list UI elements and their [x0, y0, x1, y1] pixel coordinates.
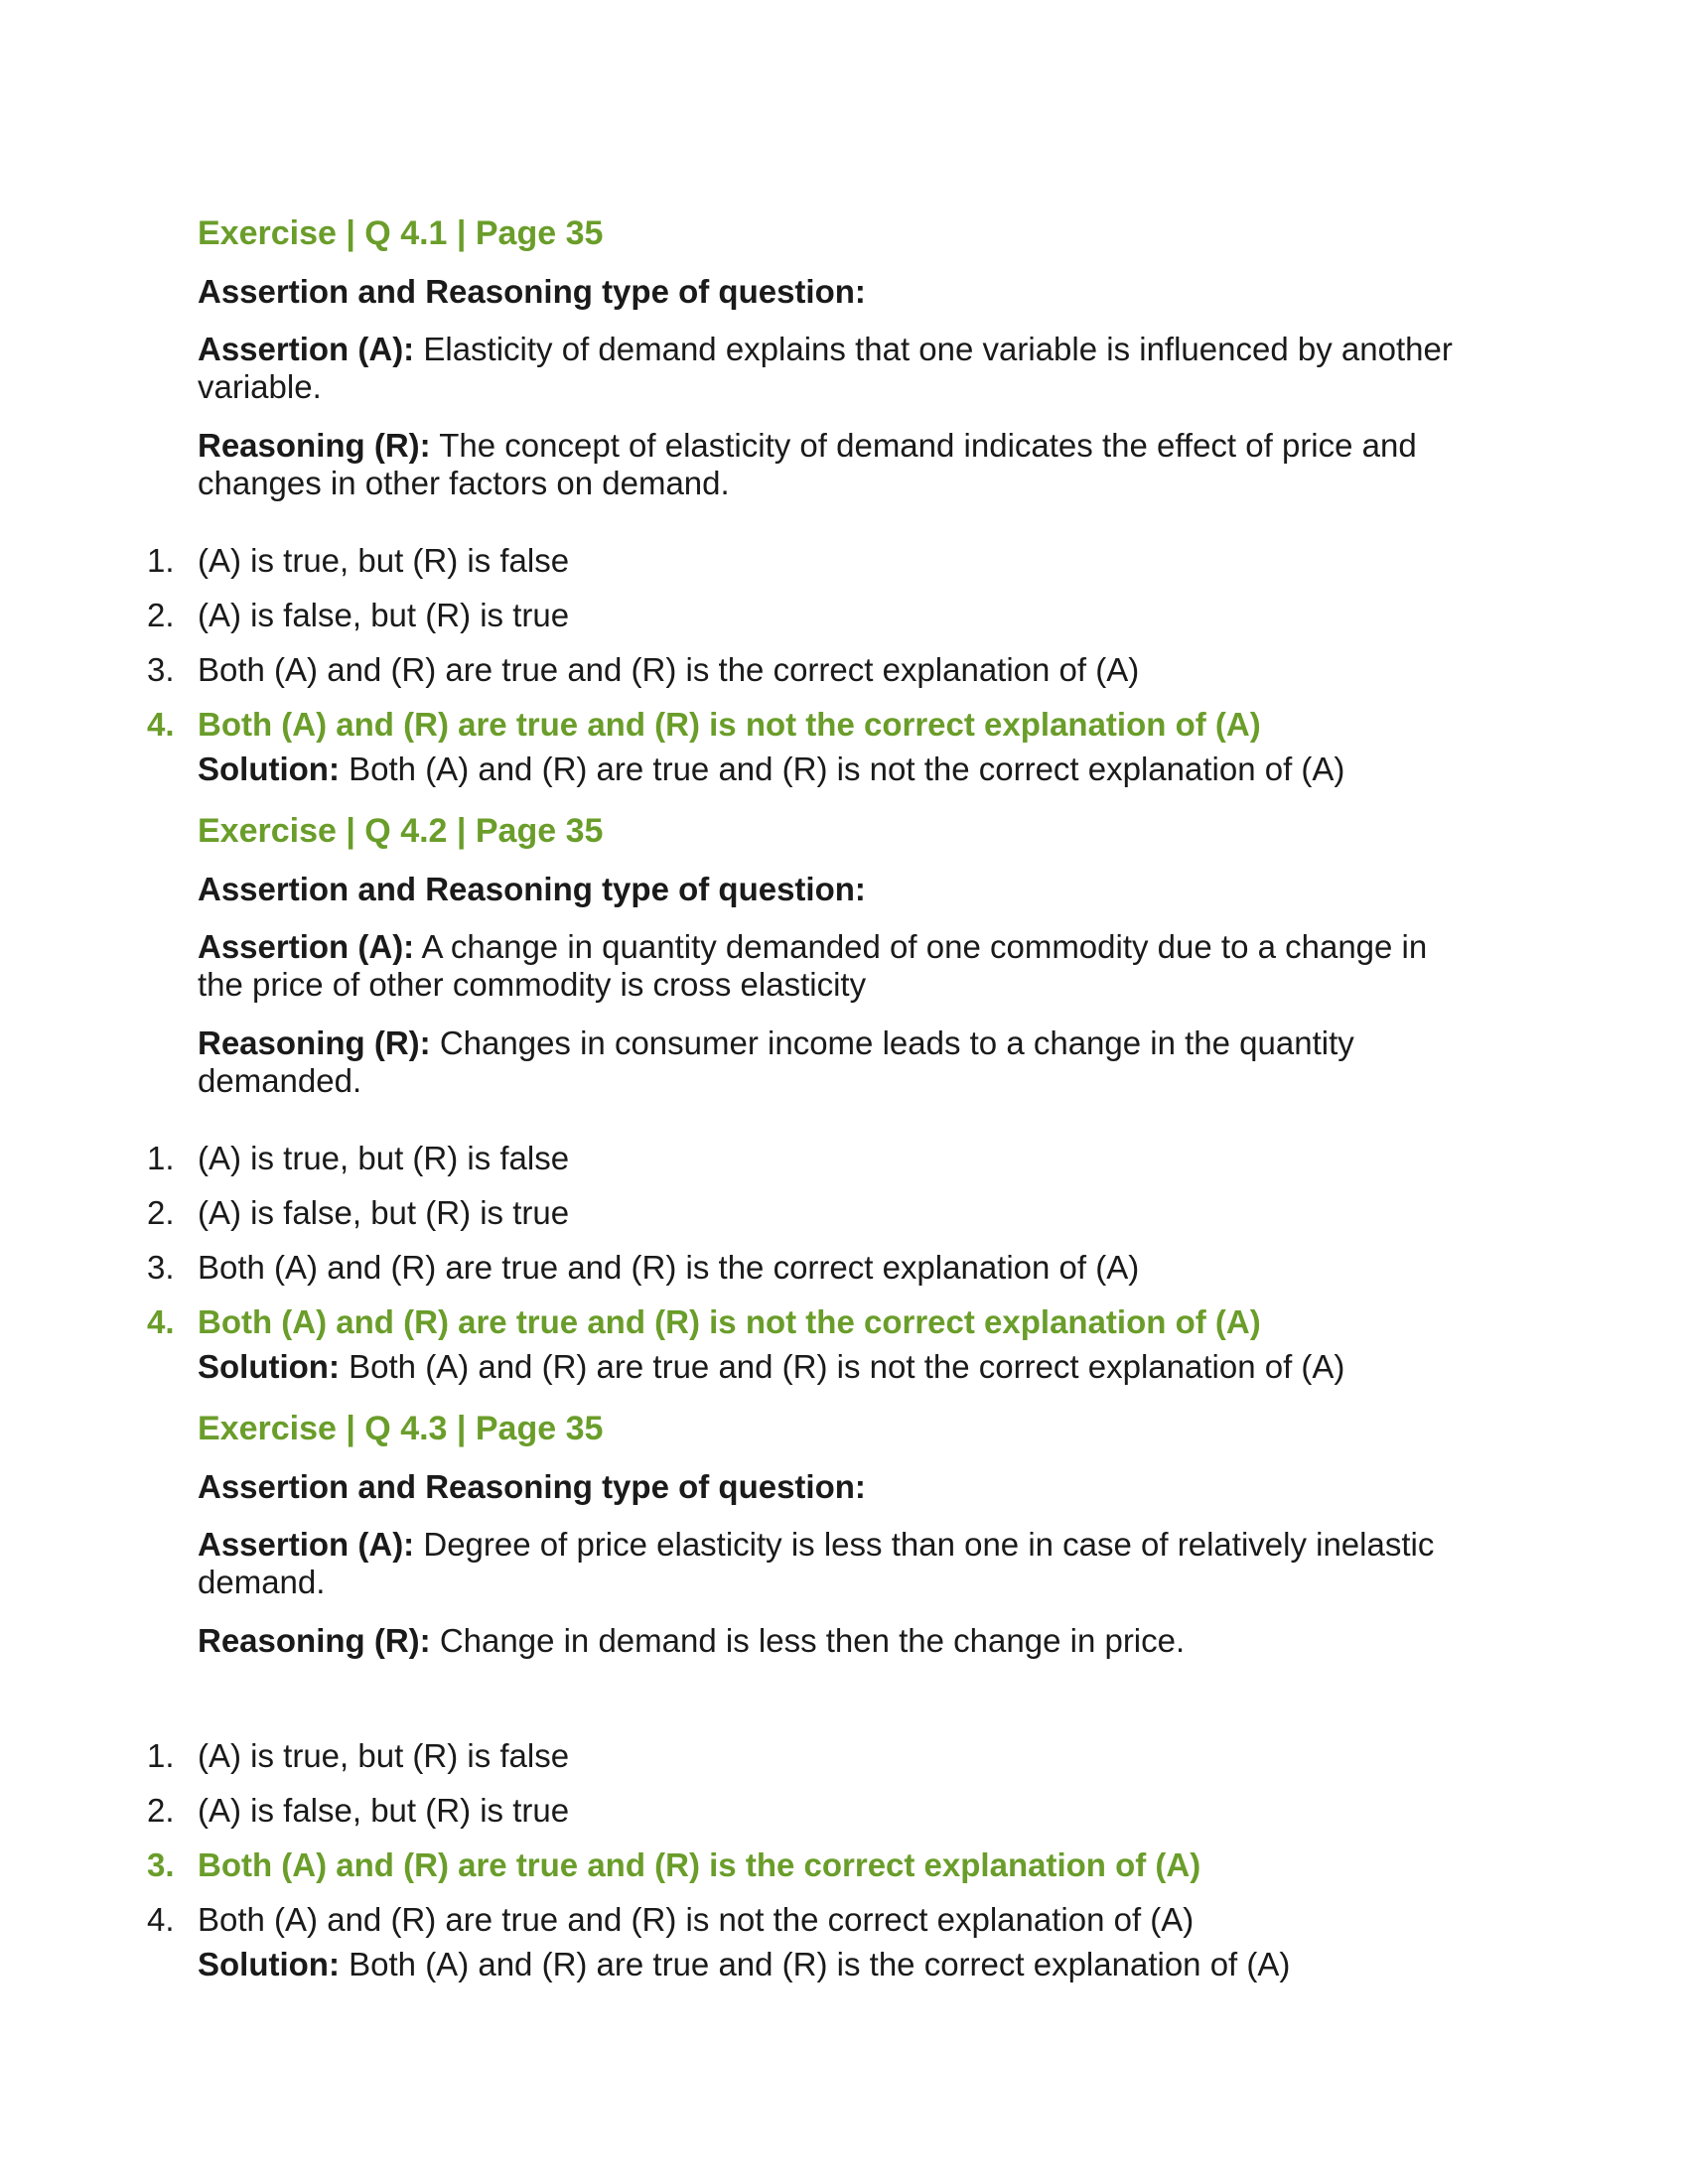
option-3 — [0, 1841, 1688, 1890]
option-text: Both (A) and (R) are true and (R) is the correct explanation of (A) — [198, 1249, 1140, 1286]
option-number: 4. — [147, 1901, 175, 1938]
option-text: Both (A) and (R) are true and (R) is not the correct explanation of (A) — [198, 1901, 1195, 1938]
option-2 — [0, 1188, 1688, 1238]
assertion — [198, 331, 1478, 406]
exercise-heading: Exercise | Q 4.1 | Page 35 — [198, 214, 604, 252]
option-number: 3. — [147, 1249, 175, 1286]
solution — [198, 1940, 1290, 1989]
solution — [198, 745, 1344, 794]
solution-label: Solution: — [198, 751, 340, 787]
option-text: Both (A) and (R) are true and (R) is not the correct explanation of (A) — [198, 1303, 1261, 1340]
option-number: 3. — [147, 1846, 175, 1883]
reasoning — [198, 1024, 1478, 1100]
option-4 — [0, 1895, 1688, 1945]
solution-text: Both (A) and (R) are true and (R) is not the correct explanation of (A) — [339, 1348, 1345, 1385]
question-type: Assertion and Reasoning type of question: — [198, 871, 866, 907]
reasoning-text: Change in demand is less then the change in price. — [430, 1622, 1186, 1659]
assertion — [198, 1526, 1478, 1601]
assertion — [198, 928, 1478, 1004]
assertion-label: Assertion (A): — [198, 1526, 415, 1563]
assertion-label: Assertion (A): — [198, 928, 415, 965]
solution — [198, 1342, 1344, 1392]
assertion-text: Elasticity of demand explains that one variable is influenced by another variable. — [198, 331, 1453, 405]
option-1 — [0, 536, 1688, 586]
option-number: 1. — [147, 542, 175, 579]
option-text: (A) is true, but (R) is false — [198, 1737, 570, 1774]
option-2 — [0, 1786, 1688, 1836]
option-3 — [0, 645, 1688, 695]
reasoning-text: The concept of elasticity of demand indicates the effect of price and changes in other factors on demand. — [198, 427, 1417, 501]
option-text: (A) is true, but (R) is false — [198, 542, 570, 579]
exercise-heading: Exercise | Q 4.3 | Page 35 — [198, 1410, 604, 1447]
option-4 — [0, 700, 1688, 750]
solution-label: Solution: — [198, 1946, 340, 1982]
option-2 — [0, 591, 1688, 640]
reasoning — [198, 1622, 1478, 1660]
reasoning-label: Reasoning (R): — [198, 427, 431, 464]
solution-text: Both (A) and (R) are true and (R) is not the correct explanation of (A) — [339, 751, 1345, 787]
assertion-text: Degree of price elasticity is less than one in case of relatively inelastic demand. — [198, 1526, 1435, 1600]
option-number: 4. — [147, 706, 175, 743]
option-text: (A) is false, but (R) is true — [198, 597, 570, 633]
option-number: 1. — [147, 1140, 175, 1176]
option-3 — [0, 1243, 1688, 1293]
reasoning-label: Reasoning (R): — [198, 1622, 431, 1659]
exercise-heading: Exercise | Q 4.2 | Page 35 — [198, 812, 604, 850]
option-text: (A) is false, but (R) is true — [198, 1194, 570, 1231]
option-text: (A) is false, but (R) is true — [198, 1792, 570, 1829]
question-type: Assertion and Reasoning type of question: — [198, 273, 866, 310]
option-number: 3. — [147, 651, 175, 688]
option-4 — [0, 1297, 1688, 1347]
solution-label: Solution: — [198, 1348, 340, 1385]
option-number: 2. — [147, 1792, 175, 1829]
reasoning — [198, 427, 1478, 502]
option-text: Both (A) and (R) are true and (R) is the correct explanation of (A) — [198, 651, 1140, 688]
reasoning-text: Changes in consumer income leads to a change in the quantity demanded. — [198, 1024, 1354, 1099]
option-text: Both (A) and (R) are true and (R) is not the correct explanation of (A) — [198, 706, 1261, 743]
assertion-text: A change in quantity demanded of one commodity due to a change in the price of other commodity is cross elasticity — [198, 928, 1428, 1003]
solution-text: Both (A) and (R) are true and (R) is the correct explanation of (A) — [339, 1946, 1291, 1982]
option-text: (A) is true, but (R) is false — [198, 1140, 570, 1176]
assertion-label: Assertion (A): — [198, 331, 415, 367]
reasoning-label: Reasoning (R): — [198, 1024, 431, 1061]
option-number: 1. — [147, 1737, 175, 1774]
option-1 — [0, 1731, 1688, 1781]
option-number: 2. — [147, 1194, 175, 1231]
question-type: Assertion and Reasoning type of question: — [198, 1468, 866, 1505]
option-number: 4. — [147, 1303, 175, 1340]
option-text: Both (A) and (R) are true and (R) is the correct explanation of (A) — [198, 1846, 1201, 1883]
option-number: 2. — [147, 597, 175, 633]
option-1 — [0, 1134, 1688, 1183]
